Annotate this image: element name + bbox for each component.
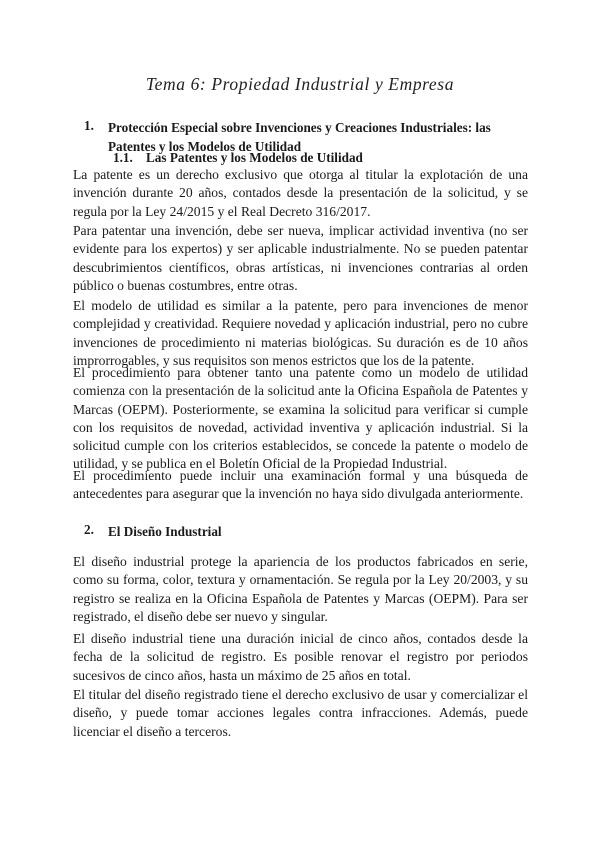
section-number: 1. bbox=[84, 118, 94, 133]
paragraph: El diseño industrial tiene una duración inicial de cinco años, contados desde la fecha de la solicitud de registro. Es posible renovar el registro por periodos sucesivos de cinco años, hasta un máximo de 25 años en total. bbox=[73, 631, 528, 683]
section-title: El Diseño Industrial bbox=[108, 524, 222, 539]
paragraph: El procedimiento para obtener tanto una patente como un modelo de utilidad comienza con la presentación de la solicitud ante la Oficina Española de Patentes y Marcas (OEPM). Posteriormente, se examina la solicitud para verificar si cumple con los requisitos de novedad, actividad inventiva y aplicación industrial. Si la solicitud cumple con los criterios establecidos, se concede la patente o modelo de utilidad, y se publica en el Boletín Oficial de la Propiedad Industrial. bbox=[73, 365, 528, 472]
paragraph: El titular del diseño registrado tiene el derecho exclusivo de usar y comercializar el diseño, y puede tomar acciones legales contra infracciones. Además, puede licenciar el diseño a terceros. bbox=[73, 687, 528, 739]
paragraph: El diseño industrial protege la apariencia de los productos fabricados en serie, como su forma, color, textura y ornamentación. Se regula por la Ley 20/2003, y su registro se realiza en la Oficina Española de Patentes y Marcas (OEPM). Para ser registrado, el diseño debe ser nuevo y singular. bbox=[73, 554, 528, 624]
paragraph: El modelo de utilidad es similar a la patente, pero para invenciones de menor complejidad y creatividad. Requiere novedad y aplicación industrial, pero no cubre invenciones de procedimiento ni materias biológicas. Su duración es de 10 años improrrogables, y sus requisitos son menos estrictos que los de la patente. bbox=[73, 298, 528, 368]
paragraph: El procedimiento puede incluir una examinación formal y una búsqueda de antecedentes para asegurar que la invención no haya sido divulgada anteriormente. bbox=[73, 468, 528, 502]
paragraph: La patente es un derecho exclusivo que otorga al titular la explotación de una invención durante 20 años, contados desde la presentación de la solicitud, y se regula por la Ley 24/2015 y el Real Decreto 316/2017. bbox=[73, 167, 528, 219]
section-number: 2. bbox=[84, 522, 94, 537]
paragraph: Para patentar una invención, debe ser nueva, implicar actividad inventiva (no ser evidente para los expertos) y ser aplicable industrialmente. No se pueden patentar descubrimientos científicos, obras artísticas, ni invenciones contrarias al orden público o buenas costumbres, entre otras. bbox=[73, 223, 528, 293]
document-title: Tema 6: Propiedad Industrial y Empresa bbox=[145, 74, 455, 94]
subsection-title: Las Patentes y los Modelos de Utilidad bbox=[146, 150, 363, 165]
subsection-number: 1.1. bbox=[113, 150, 133, 165]
section-title: Protección Especial sobre Invenciones y Creaciones Industriales: las Patentes y los Modelos de Utilidad bbox=[108, 120, 491, 154]
